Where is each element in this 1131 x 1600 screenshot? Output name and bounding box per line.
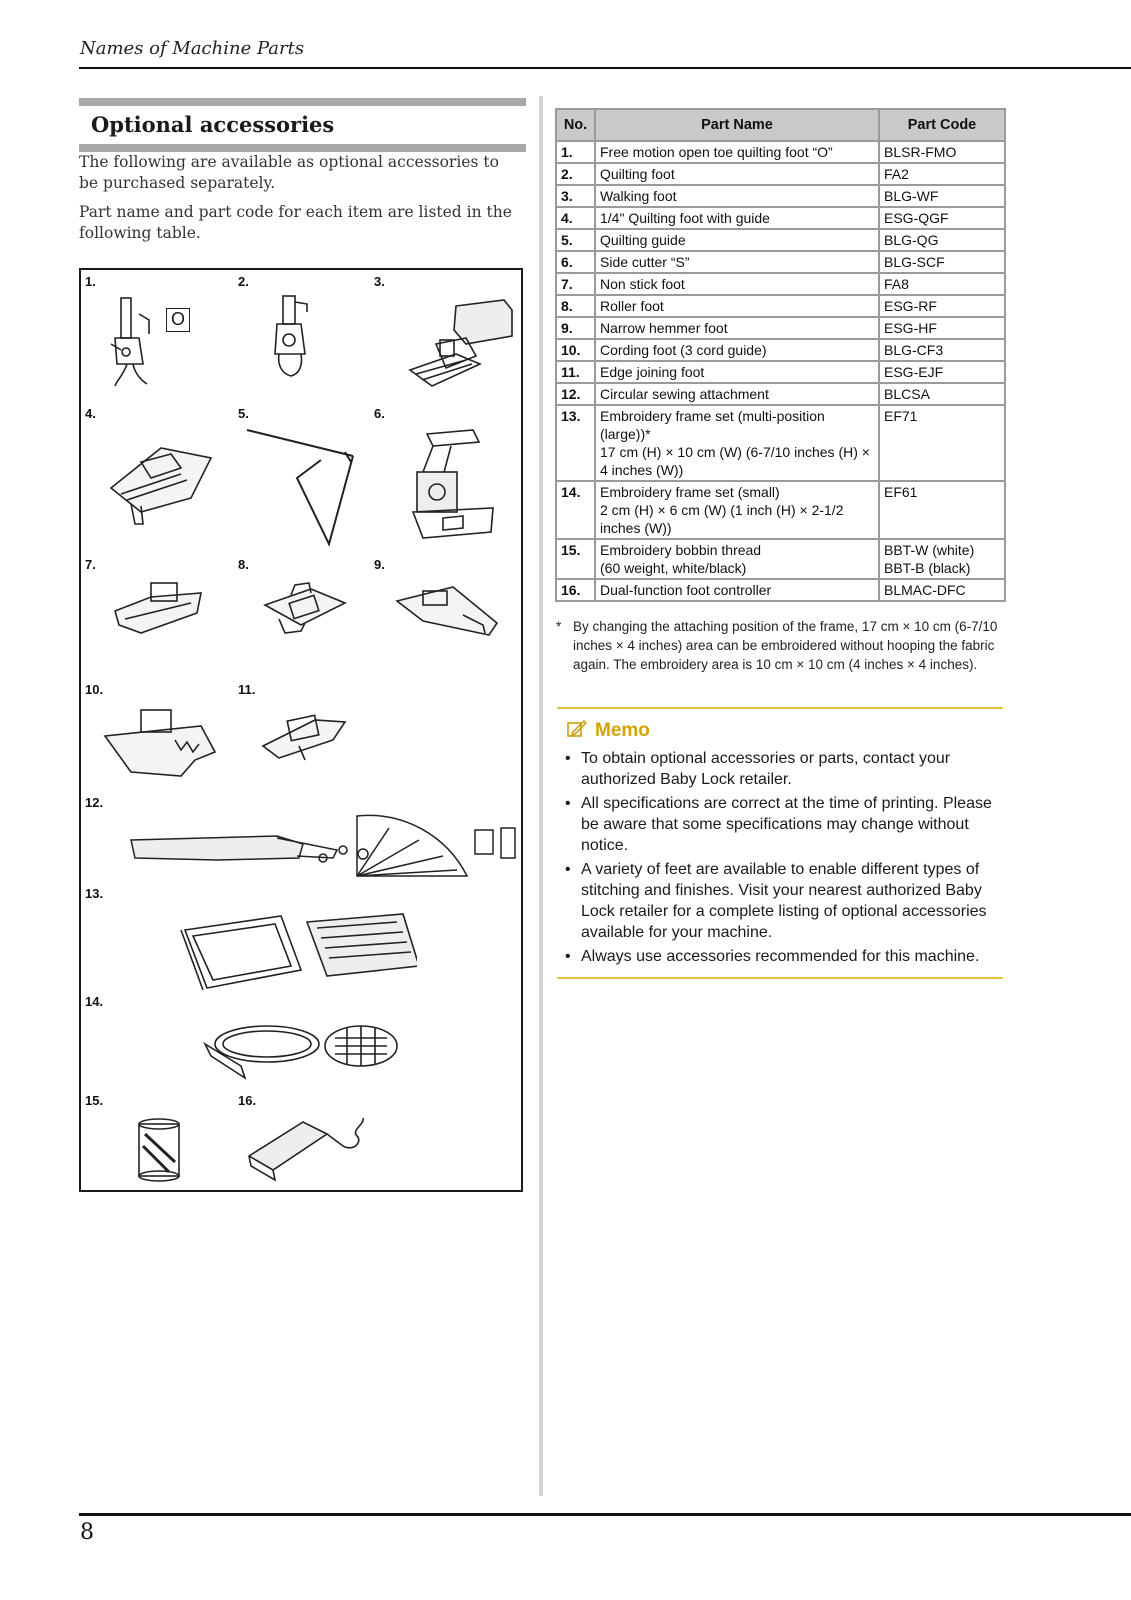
table-row xyxy=(556,405,1005,481)
table-row xyxy=(556,361,1005,383)
row-part-name: Dual-function foot controller xyxy=(595,579,879,601)
row-part-name-line: Embroidery bobbin thread xyxy=(600,542,762,558)
row-part-code: BLCSA xyxy=(879,383,1005,405)
row-no: 13. xyxy=(556,405,595,481)
item-label-12: 12. xyxy=(85,795,104,810)
item-label-9: 9. xyxy=(374,557,385,572)
memo-bottom-rule xyxy=(557,977,1003,979)
item-label-3: 3. xyxy=(374,274,385,289)
parts-table xyxy=(555,108,1006,602)
row-no: 16. xyxy=(556,579,595,601)
table-row xyxy=(556,251,1005,273)
intro-text xyxy=(79,152,519,252)
intro-paragraph-1: The following are available as optional accessories to be purchased separately. xyxy=(79,153,499,192)
row-part-code: BLG-QG xyxy=(879,229,1005,251)
item-label-6: 6. xyxy=(374,406,385,421)
item-label-13: 13. xyxy=(85,886,104,901)
narrow-hemmer-foot-illustration xyxy=(393,575,503,645)
row-no: 2. xyxy=(556,163,595,185)
row-part-name: Walking foot xyxy=(595,185,879,207)
row-part-code: FA2 xyxy=(879,163,1005,185)
table-row xyxy=(556,185,1005,207)
table-row xyxy=(556,579,1005,601)
row-part-code: FA8 xyxy=(879,273,1005,295)
row-part-code: ESG-QGF xyxy=(879,207,1005,229)
item-label-11: 11. xyxy=(238,682,256,697)
header-part-code: Part Code xyxy=(879,109,1005,141)
running-header: Names of Machine Parts xyxy=(80,38,305,59)
page-number: 8 xyxy=(80,1520,94,1545)
row-part-name: Roller foot xyxy=(595,295,879,317)
row-part-code: ESG-HF xyxy=(879,317,1005,339)
accessories-illustration-box xyxy=(79,268,523,1192)
table-row xyxy=(556,229,1005,251)
row-no: 8. xyxy=(556,295,595,317)
row-part-name-line: 17 cm (H) × 10 cm (W) (6-7/10 inches (H) × 4 inches (W)) xyxy=(600,444,870,478)
row-part-name: Side cutter “S” xyxy=(595,251,879,273)
row-no: 4. xyxy=(556,207,595,229)
row-part-name-line: Embroidery frame set (small) xyxy=(600,484,780,500)
memo-top-rule xyxy=(557,707,1003,709)
heading-bar-top xyxy=(79,98,526,106)
footer-rule xyxy=(79,1513,1131,1516)
table-footnote xyxy=(556,617,1006,674)
row-part-name xyxy=(595,405,879,481)
section-title: Optional accessories xyxy=(91,112,335,137)
table-row xyxy=(556,273,1005,295)
row-part-code: EF61 xyxy=(879,481,1005,539)
row-part-name-line: 2 cm (H) × 6 cm (W) (1 inch (H) × 2-1/2 inches (W)) xyxy=(600,502,844,536)
item-label-10: 10. xyxy=(85,682,104,697)
memo-item: • To obtain optional accessories or parts, contact your authorized Baby Lock retailer. xyxy=(557,748,1003,790)
row-part-code: BLG-SCF xyxy=(879,251,1005,273)
embroidery-frame-large-illustration xyxy=(177,906,417,996)
table-row xyxy=(556,141,1005,163)
table-row xyxy=(556,383,1005,405)
row-no: 3. xyxy=(556,185,595,207)
header-rule xyxy=(79,67,1131,69)
item-label-14: 14. xyxy=(85,994,104,1009)
quarter-inch-foot-illustration xyxy=(101,428,221,528)
heading-bar-bottom xyxy=(79,144,526,152)
quilting-foot-illustration xyxy=(261,290,341,390)
quilting-guide-illustration xyxy=(241,420,366,550)
row-part-name: Free motion open toe quilting foot “O” xyxy=(595,141,879,163)
header-no: No. xyxy=(556,109,595,141)
row-part-code xyxy=(879,539,1005,579)
item-label-16: 16. xyxy=(238,1093,257,1108)
memo-list xyxy=(557,748,1003,967)
row-no: 1. xyxy=(556,141,595,163)
table-row xyxy=(556,163,1005,185)
circular-sewing-attachment-illustration xyxy=(127,810,517,885)
memo-item: • Always use accessories recommended for this machine. xyxy=(557,946,1003,967)
row-part-code: BLG-CF3 xyxy=(879,339,1005,361)
row-no: 15. xyxy=(556,539,595,579)
column-divider xyxy=(539,96,543,1496)
item-label-2: 2. xyxy=(238,274,249,289)
table-header-row xyxy=(556,109,1005,141)
row-part-name: Non stick foot xyxy=(595,273,879,295)
footnote-text: By changing the attaching position of the frame, 17 cm × 10 cm (6-7/10 inches × 4 inches) area can be embroidered without hooping the fabric again. The embroidery area is 10 cm × 10 cm (4 inches × 4 inches). xyxy=(573,619,998,672)
row-no: 9. xyxy=(556,317,595,339)
row-no: 11. xyxy=(556,361,595,383)
header-part-name: Part Name xyxy=(595,109,879,141)
row-part-name xyxy=(595,539,879,579)
item-label-7: 7. xyxy=(85,557,96,572)
item-label-15: 15. xyxy=(85,1093,104,1108)
row-part-code: ESG-RF xyxy=(879,295,1005,317)
item-label-5: 5. xyxy=(238,406,249,421)
roller-foot-illustration xyxy=(261,575,351,645)
row-no: 14. xyxy=(556,481,595,539)
row-no: 10. xyxy=(556,339,595,361)
row-part-code: EF71 xyxy=(879,405,1005,481)
memo-header xyxy=(567,719,1003,742)
row-no: 5. xyxy=(556,229,595,251)
row-part-code: ESG-EJF xyxy=(879,361,1005,383)
item-label-1: 1. xyxy=(85,274,96,289)
cording-foot-illustration xyxy=(101,702,221,792)
walking-foot-illustration xyxy=(396,294,521,394)
memo-item: • A variety of feet are available to enable different types of stitching and finishes. Visit your nearest authorized Baby Lock retailer for a complete listing of optional accessories available for your machine. xyxy=(557,859,1003,943)
table-row xyxy=(556,295,1005,317)
o-marker: O xyxy=(166,308,190,332)
row-part-code-line: BBT-B (black) xyxy=(884,560,971,576)
row-part-code-line: BBT-W (white) xyxy=(884,542,975,558)
row-part-name: Quilting foot xyxy=(595,163,879,185)
row-part-name: 1/4" Quilting foot with guide xyxy=(595,207,879,229)
row-part-code: BLG-WF xyxy=(879,185,1005,207)
memo-item: • All specifications are correct at the time of printing. Please be aware that some specifications may change without notice. xyxy=(557,793,1003,856)
edge-joining-foot-illustration xyxy=(259,700,349,765)
memo-pencil-icon xyxy=(567,719,587,742)
table-row xyxy=(556,207,1005,229)
row-part-name-line: Embroidery frame set (multi-position (large))* xyxy=(600,408,825,442)
row-part-name: Circular sewing attachment xyxy=(595,383,879,405)
row-part-code: BLMAC-DFC xyxy=(879,579,1005,601)
row-no: 12. xyxy=(556,383,595,405)
embroidery-frame-small-illustration xyxy=(201,1014,401,1086)
foot-controller-illustration xyxy=(243,1112,373,1182)
table-row xyxy=(556,317,1005,339)
row-no: 7. xyxy=(556,273,595,295)
row-part-name: Edge joining foot xyxy=(595,361,879,383)
non-stick-foot-illustration xyxy=(111,575,211,645)
table-row xyxy=(556,339,1005,361)
item-label-8: 8. xyxy=(238,557,249,572)
section-heading xyxy=(79,98,526,152)
table-row xyxy=(556,539,1005,579)
item-label-4: 4. xyxy=(85,406,96,421)
memo-title: Memo xyxy=(595,719,650,741)
row-no: 6. xyxy=(556,251,595,273)
row-part-code: BLSR-FMO xyxy=(879,141,1005,163)
bobbin-thread-illustration xyxy=(135,1116,185,1184)
memo-box xyxy=(557,707,1003,979)
table-row xyxy=(556,481,1005,539)
row-part-name: Narrow hemmer foot xyxy=(595,317,879,339)
row-part-name: Quilting guide xyxy=(595,229,879,251)
intro-paragraph-2: Part name and part code for each item are listed in the following table. xyxy=(79,203,512,242)
side-cutter-illustration xyxy=(393,428,503,548)
row-part-name xyxy=(595,481,879,539)
row-part-name-line: (60 weight, white/black) xyxy=(600,560,747,576)
footnote-marker: * xyxy=(556,619,562,634)
row-part-name: Cording foot (3 cord guide) xyxy=(595,339,879,361)
